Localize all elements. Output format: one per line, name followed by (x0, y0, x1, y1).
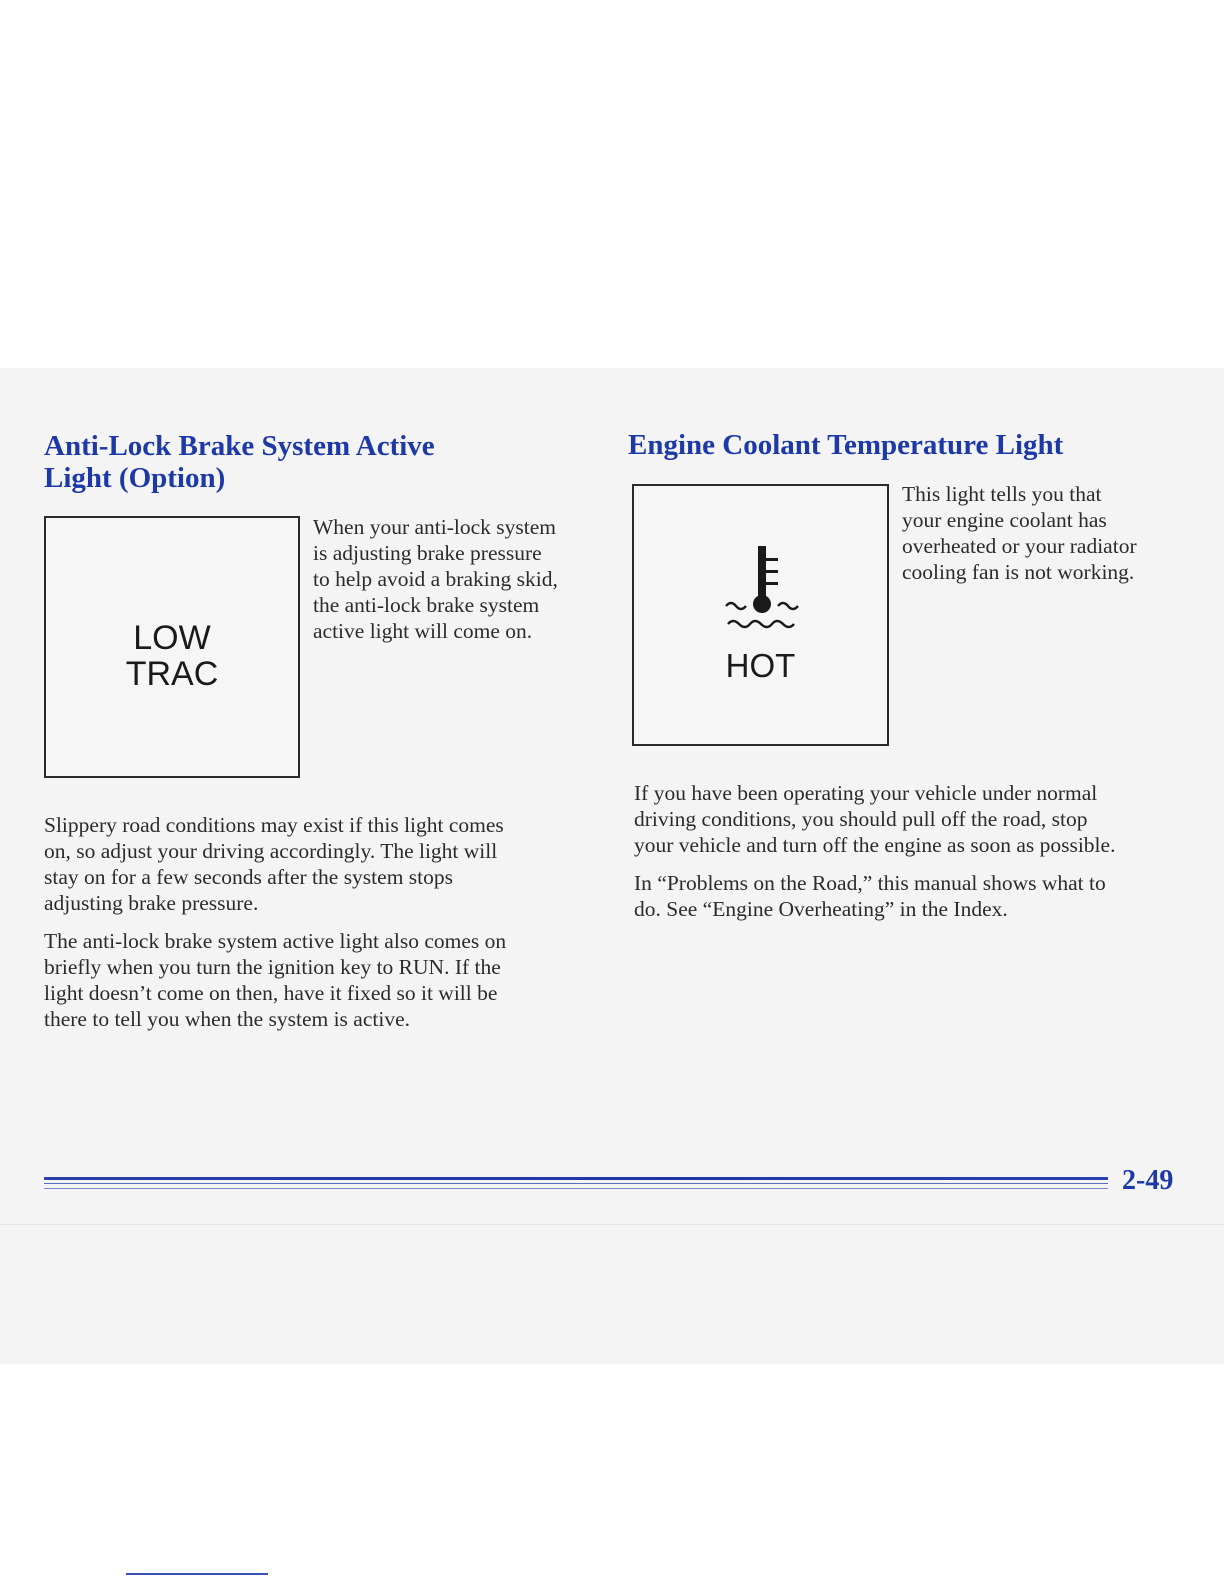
abs-heading-line-1: Anti-Lock Brake System Active (44, 430, 435, 462)
coolant-p1-line-1: If you have been operating your vehicle under normal (634, 781, 1098, 805)
abs-p2-line-2: briefly when you turn the ignition key to RUN. If the (44, 955, 501, 979)
engine-coolant-heading: Engine Coolant Temperature Light (628, 429, 1064, 461)
coolant-temperature-icon (718, 544, 806, 636)
coolant-side-text (902, 481, 1202, 585)
abs-paragraph-ignition (44, 928, 584, 1032)
low-trac-indicator-label (46, 620, 298, 692)
coolant-paragraph-reference (634, 870, 1194, 922)
abs-active-light-heading (44, 430, 564, 494)
page-number: 2-49 (1122, 1165, 1174, 1196)
abs-p1-line-2: on, so adjust your driving accordingly. The light will (44, 839, 498, 863)
abs-heading-line-2: Light (Option) (44, 462, 226, 494)
coolant-side-line-1: This light tells you that (902, 482, 1102, 506)
coolant-p1-line-2: driving conditions, you should pull off the road, stop (634, 807, 1088, 831)
page-divider (0, 1224, 1224, 1225)
abs-p2-line-1: The anti-lock brake system active light also comes on (44, 929, 507, 953)
abs-side-line-5: active light will come on. (313, 619, 533, 643)
abs-side-line-3: to help avoid a braking skid, (313, 567, 558, 591)
footer-rule-thin-lower (44, 1188, 1108, 1189)
abs-side-line-2: is adjusting brake pressure (313, 541, 542, 565)
footer-rule (44, 1177, 1108, 1180)
coolant-side-line-3: overheated or your radiator (902, 534, 1137, 558)
hot-indicator-label: HOT (725, 647, 796, 684)
abs-paragraph-slippery (44, 812, 584, 916)
abs-p1-line-4: adjusting brake pressure. (44, 891, 259, 915)
footer-rule-thin (44, 1183, 1108, 1184)
coolant-side-line-2: your engine coolant has (902, 508, 1107, 532)
abs-side-text (313, 514, 603, 644)
abs-side-line-1: When your anti-lock system (313, 515, 557, 539)
coolant-p2-line-1: In “Problems on the Road,” this manual shows what to (634, 871, 1106, 895)
coolant-p1-line-3: your vehicle and turn off the engine as soon as possible. (634, 833, 1116, 857)
bottom-underline-mark (126, 1573, 268, 1575)
abs-p2-line-3: light doesn’t come on then, have it fixed so it will be (44, 981, 498, 1005)
abs-p2-line-4: there to tell you when the system is active. (44, 1007, 411, 1031)
abs-p1-line-3: stay on for a few seconds after the system stops (44, 865, 453, 889)
coolant-p2-line-2: do. See “Engine Overheating” in the Index. (634, 897, 1008, 921)
abs-side-line-4: the anti-lock brake system (313, 593, 540, 617)
abs-p1-line-1: Slippery road conditions may exist if this light comes (44, 813, 504, 837)
coolant-indicator-box (632, 484, 889, 746)
low-trac-indicator-box (44, 516, 300, 778)
coolant-paragraph-pull-off (634, 780, 1194, 858)
low-trac-line-2: TRAC (125, 655, 219, 693)
low-trac-line-1: LOW (133, 619, 211, 657)
coolant-side-line-4: cooling fan is not working. (902, 560, 1135, 584)
